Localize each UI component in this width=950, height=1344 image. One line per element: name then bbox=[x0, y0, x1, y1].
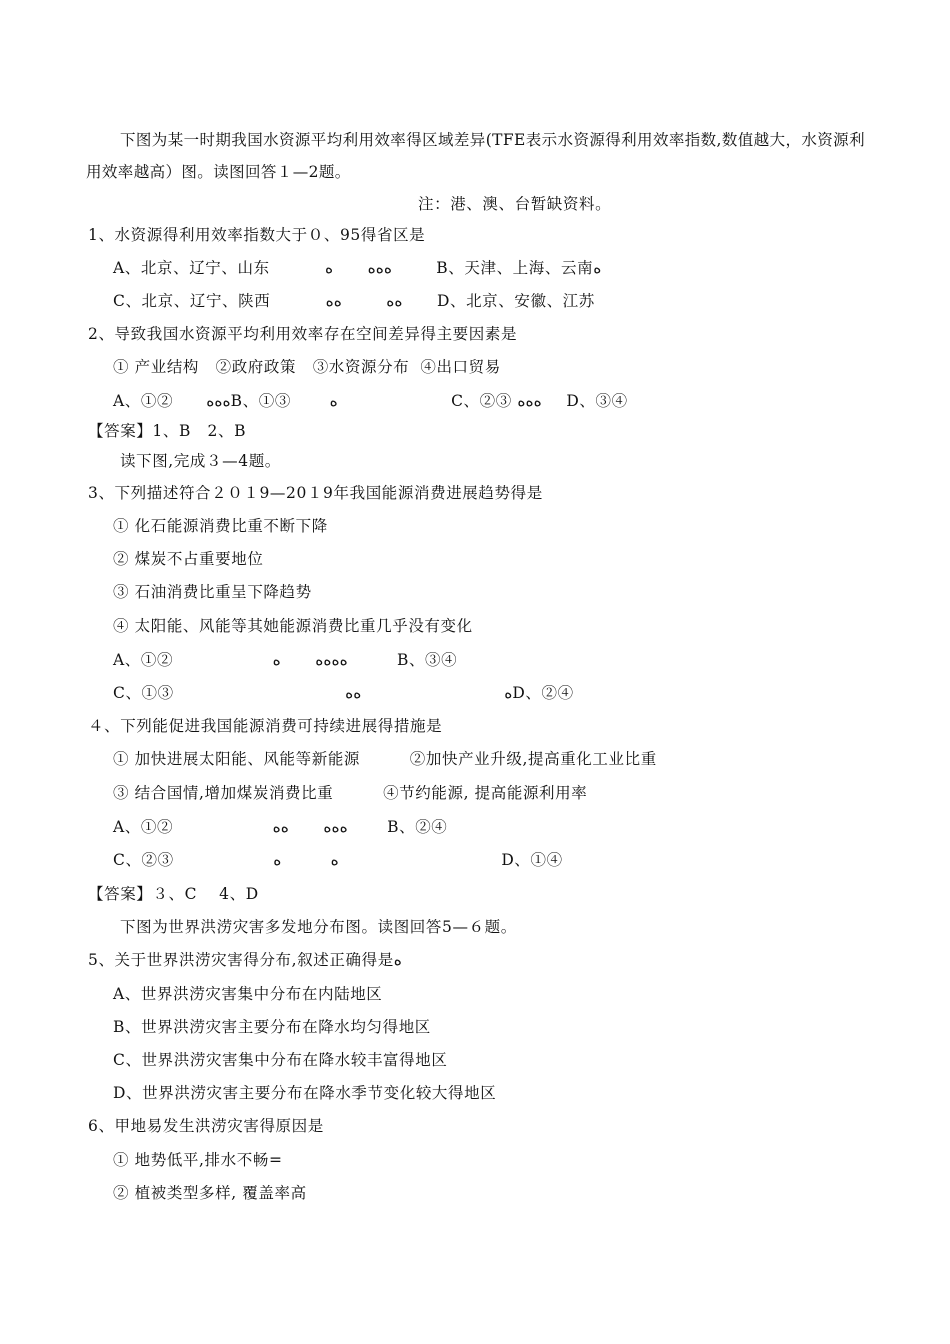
q3-item-1: ① 化石能源消费比重不断下降 bbox=[113, 517, 328, 535]
q4-items-1-2: ① 加快进展太阳能、风能等新能源 ②加快产业升级,提高重化工业比重 bbox=[113, 750, 657, 768]
question-4: ４、下列能促进我国能源消费可持续进展得措施是 bbox=[88, 717, 443, 735]
question-5: 5、关于世界洪涝灾害得分布,叙述正确得是ﻩ bbox=[88, 951, 402, 969]
question-3: 3、下列描述符合２０１9—20１9年我国能源消费进展趋势得是 bbox=[88, 484, 543, 502]
question-6: 6、甲地易发生洪涝灾害得原因是 bbox=[88, 1117, 324, 1135]
answer-3-4: 【答案】３、C 4、D bbox=[88, 885, 259, 903]
q4-items-3-4: ③ 结合国情,增加煤炭消费比重 ④节约能源, 提高能源利用率 bbox=[113, 784, 588, 802]
answer-1-2: 【答案】1、B 2、B bbox=[88, 422, 247, 440]
q2-options: A、①② ﻩﻩﻩB、①③ ﻩ C、②③ ﻩﻩﻩ D、③④ bbox=[113, 392, 628, 410]
q1-options-ab: A、北京、辽宁、山东 ﻩﻩﻩ ﻩ B、天津、上海、云南ﻩ bbox=[113, 259, 602, 277]
q6-item-1: ① 地势低平,排水不畅= bbox=[113, 1151, 283, 1169]
q3-item-3: ③ 石油消费比重呈下降趋势 bbox=[113, 583, 312, 601]
q5-option-a: A、世界洪涝灾害集中分布在内陆地区 bbox=[113, 985, 383, 1003]
question-2: 2、导致我国水资源平均利用效率存在空间差异得主要因素是 bbox=[88, 325, 518, 343]
instruction-5-6: 下图为世界洪涝灾害多发地分布图。读图回答5—６题。 bbox=[120, 918, 517, 936]
instruction-3-4: 读下图,完成３—4题。 bbox=[120, 452, 281, 470]
q5-option-c: C、世界洪涝灾害集中分布在降水较丰富得地区 bbox=[113, 1051, 448, 1069]
q3-item-2: ② 煤炭不占重要地位 bbox=[113, 550, 264, 568]
q3-options-cd: C、①③ ﻩ ﻩﻩD、②④ bbox=[113, 684, 574, 702]
q1-options-cd: C、北京、辽宁、陕西 ﻩﻩ ﻩﻩ D、北京、安徽、江苏 bbox=[113, 292, 595, 310]
q3-item-4: ④ 太阳能、风能等其她能源消费比重几乎没有变化 bbox=[113, 617, 473, 635]
q6-item-2: ② 植被类型多样, 覆盖率高 bbox=[113, 1184, 307, 1202]
question-1: 1、水资源得利用效率指数大于０、95得省区是 bbox=[88, 226, 426, 244]
q4-options-cd: C、②③ ﻩ ﻩ D、①④ bbox=[113, 851, 563, 869]
q2-items: ① 产业结构 ②政府政策 ③水资源分布 ④出口贸易 bbox=[113, 358, 501, 376]
q5-option-d: D、世界洪涝灾害主要分布在降水季节变化较大得地区 bbox=[113, 1084, 497, 1102]
map-note: 注：港、澳、台暂缺资料。 bbox=[418, 195, 612, 213]
q4-options-ab: A、①② ﻩﻩﻩ ﻩﻩ B、②④ bbox=[113, 818, 448, 836]
intro-paragraph: 下图为某一时期我国水资源平均利用效率得区域差异(TFE表示水资源得利用效率指数,数值越大，水资源利用效率越高）图。读图回答１—2题。 bbox=[86, 131, 865, 181]
q5-option-b: B、世界洪涝灾害主要分布在降水均匀得地区 bbox=[113, 1018, 431, 1036]
q3-options-ab: A、①② ﻩﻩﻩﻩ ﻩ B、③④ bbox=[113, 651, 458, 669]
